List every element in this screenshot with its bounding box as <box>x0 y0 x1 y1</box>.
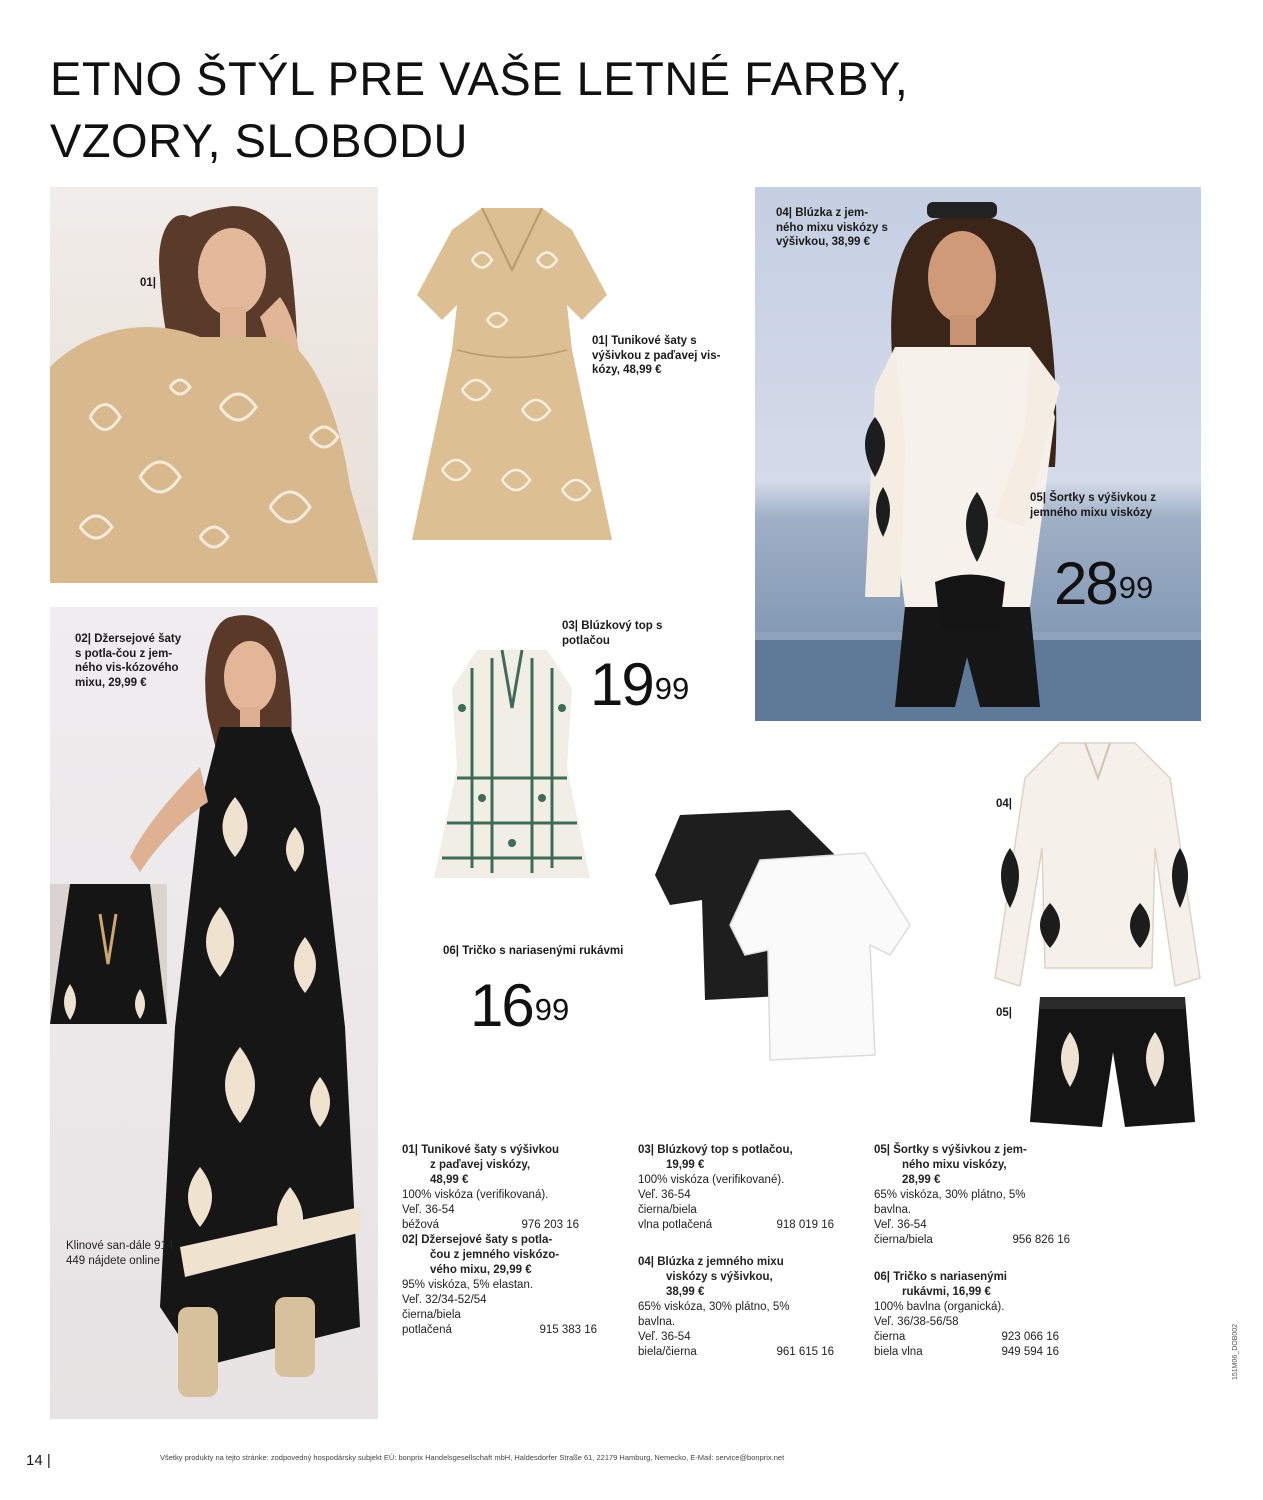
price-top <box>590 651 690 718</box>
info-05-material-2: bavlna. <box>874 1204 912 1216</box>
price-top-int: 19 <box>590 651 653 718</box>
info-04-title-3: 38,99 € <box>666 1286 705 1298</box>
printed-top-product-image <box>432 648 592 884</box>
model-beige-dress-photo <box>50 187 378 583</box>
label-01-on-photo: 01| <box>140 277 157 289</box>
info-05-title-1: 05| Šortky s výšivkou z jem- <box>874 1144 1027 1156</box>
info-06-title-1: 06| Tričko s nariasenými <box>874 1271 1007 1283</box>
ruffle-tshirts-product-image <box>650 805 920 1065</box>
price-tshirt-dec: 99 <box>534 992 570 1027</box>
info-04-material-1: 65% viskóza, 30% plátno, 5% <box>638 1301 790 1313</box>
headline-line-2: VZORY, SLOBODU <box>50 114 468 167</box>
label-04-blouse-caption: 04| Blúzka z jem-ného mixu viskózy s výšivkou, 38,99 € <box>776 207 888 248</box>
info-06-sizes: Veľ. 36/38-56/58 <box>874 1316 959 1328</box>
info-03-sizes: Veľ. 36-54 <box>638 1189 691 1201</box>
info-02-code: 915 383 16 <box>539 1324 597 1336</box>
info-04-color: biela/čierna <box>638 1346 697 1358</box>
info-03-code: 918 019 16 <box>776 1219 834 1231</box>
info-06-material: 100% bavlna (organická). <box>874 1301 1005 1313</box>
info-03-material: 100% viskóza (verifikované). <box>638 1174 785 1186</box>
label-01-dress-caption: 01| Tunikové šaty s výšivkou z paďavej vis-kózy, 48,99 € <box>592 335 721 376</box>
info-01-color-row <box>402 1218 607 1233</box>
price-shorts-int: 28 <box>1054 550 1117 617</box>
info-04-code: 961 615 16 <box>776 1346 834 1358</box>
info-05-color: čierna/biela <box>874 1234 933 1246</box>
label-02-dress-caption: 02| Džersejové šaty s potla-čou z jem-ného vis-kózového mixu, 29,99 € <box>75 633 182 689</box>
info-01-color: béžová <box>402 1219 440 1231</box>
beige-dress-product-image <box>402 200 622 550</box>
info-05-title-2: ného mixu viskózy, <box>902 1159 1007 1171</box>
info-06-title-2: rukávmi, 16,99 € <box>902 1286 991 1298</box>
price-top-dec: 99 <box>654 671 690 706</box>
info-01-code: 976 203 16 <box>521 1219 579 1231</box>
info-05-title-3: 28,99 € <box>902 1174 941 1186</box>
dress-back-detail-inset <box>50 884 167 1024</box>
info-01-title-2: z paďavej viskózy, <box>430 1159 531 1171</box>
info-06-color-row-1 <box>874 1330 1059 1345</box>
info-04-material-2: bavlna. <box>638 1316 676 1328</box>
label-04-small: 04| <box>996 798 1013 810</box>
info-column-2 <box>638 1143 848 1360</box>
info-03-title-2: 19,99 € <box>666 1159 705 1171</box>
info-02-material: 95% viskóza, 5% elastan. <box>402 1279 534 1291</box>
info-01-title-3: 48,99 € <box>430 1174 469 1186</box>
info-02-color-row <box>402 1323 607 1338</box>
info-04-color-row <box>638 1345 848 1360</box>
sandals-note: Klinové san-dále 914 449 nájdete online <box>66 1240 174 1267</box>
info-02-sizes: Veľ. 32/34-52/54 <box>402 1294 487 1306</box>
info-05-material-1: 65% viskóza, 30% plátno, 5% <box>874 1189 1026 1201</box>
info-01-sizes: Veľ. 36-54 <box>402 1204 455 1216</box>
info-column-3 <box>874 1143 1074 1360</box>
label-03-top-caption: 03| Blúzkový top s potlačou <box>562 620 663 647</box>
model-white-blouse-photo <box>755 187 1201 721</box>
info-06-color-row-2 <box>874 1345 1059 1360</box>
price-tshirt <box>470 972 570 1039</box>
info-01-title-1: 01| Tunikové šaty s výšivkou <box>402 1144 560 1156</box>
info-06-code-1: 923 066 16 <box>1001 1331 1059 1343</box>
price-tshirt-int: 16 <box>470 972 533 1039</box>
info-04-title-2: viskózy s výšivkou, <box>666 1271 773 1283</box>
info-04-title-1: 04| Blúzka z jemného mixu <box>638 1256 784 1268</box>
price-shorts-dec: 99 <box>1118 570 1154 605</box>
info-column-1 <box>402 1143 607 1338</box>
label-06-tshirt-caption: 06| Tričko s nariasenými rukávmi <box>443 945 624 957</box>
info-02-title-3: vého mixu, 29,99 € <box>430 1264 532 1276</box>
headline-line-1: ETNO ŠTÝL PRE VAŠE LETNÉ FARBY, <box>50 52 909 105</box>
catalog-code: 151M06_DOB002 <box>1232 1323 1239 1380</box>
legal-footer: Všetky produkty na tejto stránke: zodpovedný hospodársky subjekt EÚ: bonprix Handelsgesellschaft mbH, Haldesdorfer Straße 61, 22179 Hamburg, Nemecko, E-Mail: service@bonprix.net <box>160 1453 785 1462</box>
info-03-color-1: čierna/biela <box>638 1204 697 1216</box>
info-06-code-2: 949 594 16 <box>1001 1346 1059 1358</box>
page-headline <box>50 48 1050 172</box>
info-03-color-2: vlna potlačená <box>638 1219 713 1231</box>
info-06-color-2: biela vlna <box>874 1346 923 1358</box>
page-number: 14 | <box>26 1452 51 1469</box>
info-05-sizes: Veľ. 36-54 <box>874 1219 927 1231</box>
info-02-title-2: čou z jemného viskózo- <box>430 1249 560 1261</box>
info-06-color-1: čierna <box>874 1331 906 1343</box>
info-02-title-1: 02| Džersejové šaty s potla- <box>402 1234 553 1246</box>
label-05-small: 05| <box>996 1007 1013 1019</box>
info-05-color-row <box>874 1233 1074 1248</box>
price-shorts <box>1054 550 1154 617</box>
label-05-shorts-caption: 05| Šortky s výšivkou z jemného mixu viskózy <box>1030 492 1156 519</box>
info-03-color-row <box>638 1218 848 1233</box>
embroidered-shorts-product-image <box>1030 992 1195 1132</box>
info-02-color-2: potlačená <box>402 1324 452 1336</box>
info-04-sizes: Veľ. 36-54 <box>638 1331 691 1343</box>
embroidered-blouse-product-image <box>990 738 1205 993</box>
info-02-color-1: čierna/biela <box>402 1309 461 1321</box>
info-05-code: 956 826 16 <box>1012 1234 1070 1246</box>
info-01-material: 100% viskóza (verifikovaná). <box>402 1189 549 1201</box>
info-03-title-1: 03| Blúzkový top s potlačou, <box>638 1144 793 1156</box>
